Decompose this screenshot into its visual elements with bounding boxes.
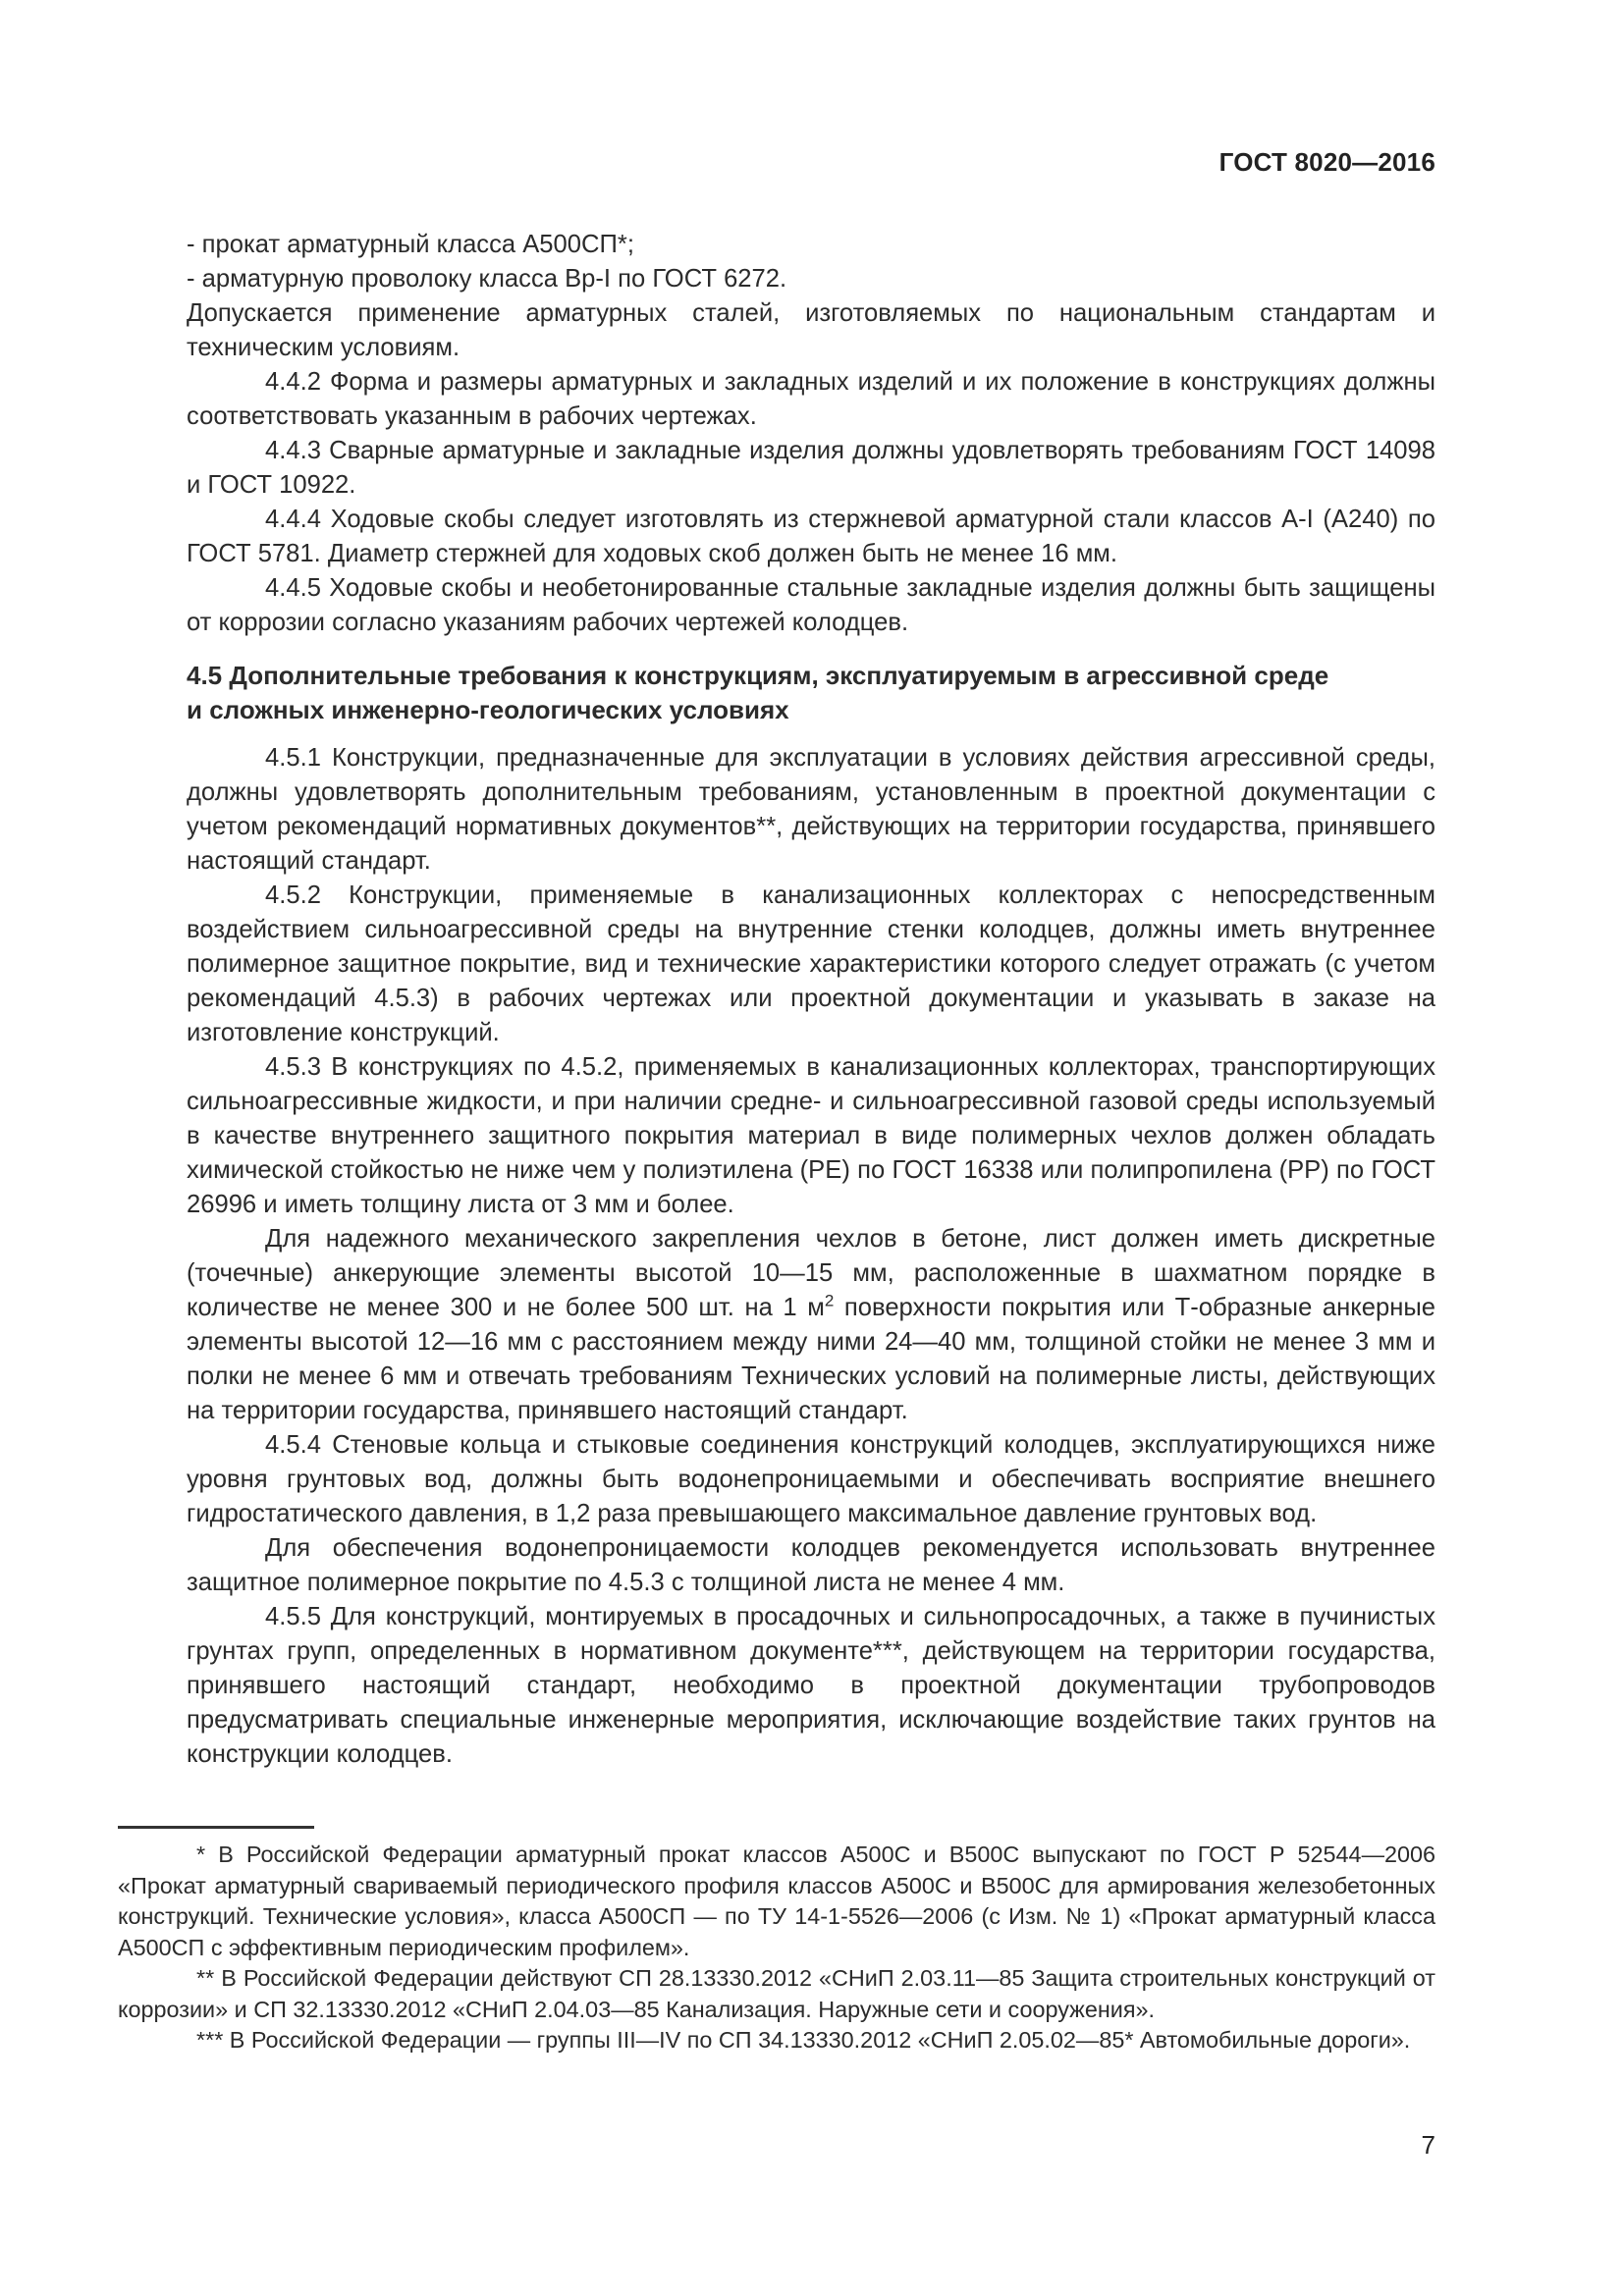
paragraph: 4.4.5 Ходовые скобы и необетонированные стальные закладные изделия должны быть защищены от коррозии согласно указаниям рабочих чертежей колодцев. <box>187 574 1435 636</box>
paragraph <box>187 1222 1435 1428</box>
section-heading-line: 4.5 Дополнительные требования к конструкциям, эксплуатируемым в агрессивной среде <box>187 661 1329 690</box>
paragraph: 4.5.2 Конструкции, применяемые в канализационных коллекторах с непосредственным воздействием сильноагрессивной среды на внутренние стенки колодцев, должны иметь внутреннее полимерное защитное покрытие, вид и технические характеристики которого следует отражать (с учетом рекомендаций 4.5.3) в рабочих чертежах или проектной документации и указывать в заказе на изготовление конструкций. <box>187 881 1435 1046</box>
paragraph: Для обеспечения водонепроницаемости колодцев рекомендуется использовать внутреннее защитное полимерное покрытие по 4.5.3 с толщиной листа не менее 4 мм. <box>187 1534 1435 1596</box>
paragraph-text: Допускается применение арматурных сталей, изготовляемых по национальным стандартам и техническим условиям. <box>187 299 1435 361</box>
main-text <box>187 228 1435 1772</box>
footnote: ** В Российской Федерации действуют СП 28.13330.2012 «СНиП 2.03.11—85 Защита строительных конструкций от коррозии» и СП 32.13330.2012 «СНиП 2.04.03—85 Канализация. Наружные сети и сооружения». <box>118 1965 1435 2022</box>
superscript: 2 <box>824 1291 835 1310</box>
section-heading-line: и сложных инженерно-геологических условиях <box>187 695 789 724</box>
section-heading <box>187 659 1435 727</box>
paragraph: 4.4.4 Ходовые скобы следует изготовлять из стержневой арматурной стали классов А-I (А240) по ГОСТ 5781. Диаметр стержней для ходовых скоб должен быть не менее 16 мм. <box>187 506 1435 567</box>
paragraph: - прокат арматурный класса А500СП*; <box>187 231 634 258</box>
paragraph: - арматурную проволоку класса Вр-I по ГОСТ 6272. <box>187 265 787 293</box>
paragraph: 4.4.3 Сварные арматурные и закладные изделия должны удовлетворять требованиям ГОСТ 14098 и ГОСТ 10922. <box>187 437 1435 499</box>
page-number: 7 <box>1421 2130 1435 2160</box>
paragraph: 4.4.2 Форма и размеры арматурных и закладных изделий и их положение в конструкциях должны соответствовать указанным в рабочих чертежах. <box>187 368 1435 430</box>
paragraph: 4.5.5 Для конструкций, монтируемых в просадочных и сильнопросадочных, а также в пучинистых грунтах групп, определенных в нормативном документе***, действующем на территории государства, принявшего настоящий стандарт, необходимо в проектной документации трубопроводов предусматривать специальные инженерные мероприятия, исключающие воздействие таких грунтов на конструкции колодцев. <box>187 1603 1435 1768</box>
paragraph-text: Для надежного механического закрепления чехлов в бетоне, лист должен иметь дискретные (точечные) анкерующие элементы высотой 10—15 мм, расположенные в шахматном порядке в количестве не менее 300 и не более 500 шт. на 1 м <box>187 1225 1435 1321</box>
paragraph: 4.5.3 В конструкциях по 4.5.2, применяемых в канализационных коллекторах, транспортирующих сильноагрессивные жидкости, и при наличии средне- и сильноагрессивной газовой среды используемый в качестве внутреннего защитного покрытия материал в виде полимерных чехлов должен обладать химической стойкостью не ниже чем у полиэтилена (РЕ) по ГОСТ 16338 или полипропилена (РР) по ГОСТ 26996 и иметь толщину листа от 3 мм и более. <box>187 1053 1435 1218</box>
document-header: ГОСТ 8020—2016 <box>1218 147 1435 177</box>
footnote-separator <box>118 1826 314 1829</box>
footnote: *** В Российской Федерации — группы III—IV по СП 34.13330.2012 «СНиП 2.05.02—85* Автомобильные дороги». <box>196 2027 1411 2053</box>
paragraph: 4.5.1 Конструкции, предназначенные для эксплуатации в условиях действия агрессивной среды, должны удовлетворять дополнительным требованиям, установленным в проектной документации с учетом рекомендаций нормативных документов**, действующих на территории государства, принявшего настоящий стандарт. <box>187 744 1435 875</box>
paragraph-text: поверхности покрытия или Т-образные анкерные элементы высотой 12—16 мм с расстоянием между ними 24—40 мм, толщиной стойки не менее 3 мм и полки не менее 6 мм и отвечать требованиям Технических условий на полимерные листы, действующих на территории государства, принявшего настоящий стандарт. <box>187 1294 1435 1424</box>
footnote: * В Российской Федерации арматурный прокат классов А500С и В500С выпускают по ГОСТ Р 52544—2006 «Прокат арматурный свариваемый периодического профиля классов А500С и В500С для армирования железобетонных конструкций. Технические условия», класса А500СП — по ТУ 14-1-5526—2006 (с Изм. № 1) «Прокат арматурный класса А500СП с эффективным периодическим профилем». <box>118 1842 1435 1960</box>
paragraph <box>187 296 1435 365</box>
paragraph: 4.5.4 Стеновые кольца и стыковые соединения конструкций колодцев, эксплуатирующихся ниже уровня грунтовых вод, должны быть водонепроницаемыми и обеспечивать восприятие внешнего гидростатического давления, в 1,2 раза превышающего максимальное давление грунтовых вод. <box>187 1431 1435 1527</box>
footnotes <box>118 1840 1435 2056</box>
